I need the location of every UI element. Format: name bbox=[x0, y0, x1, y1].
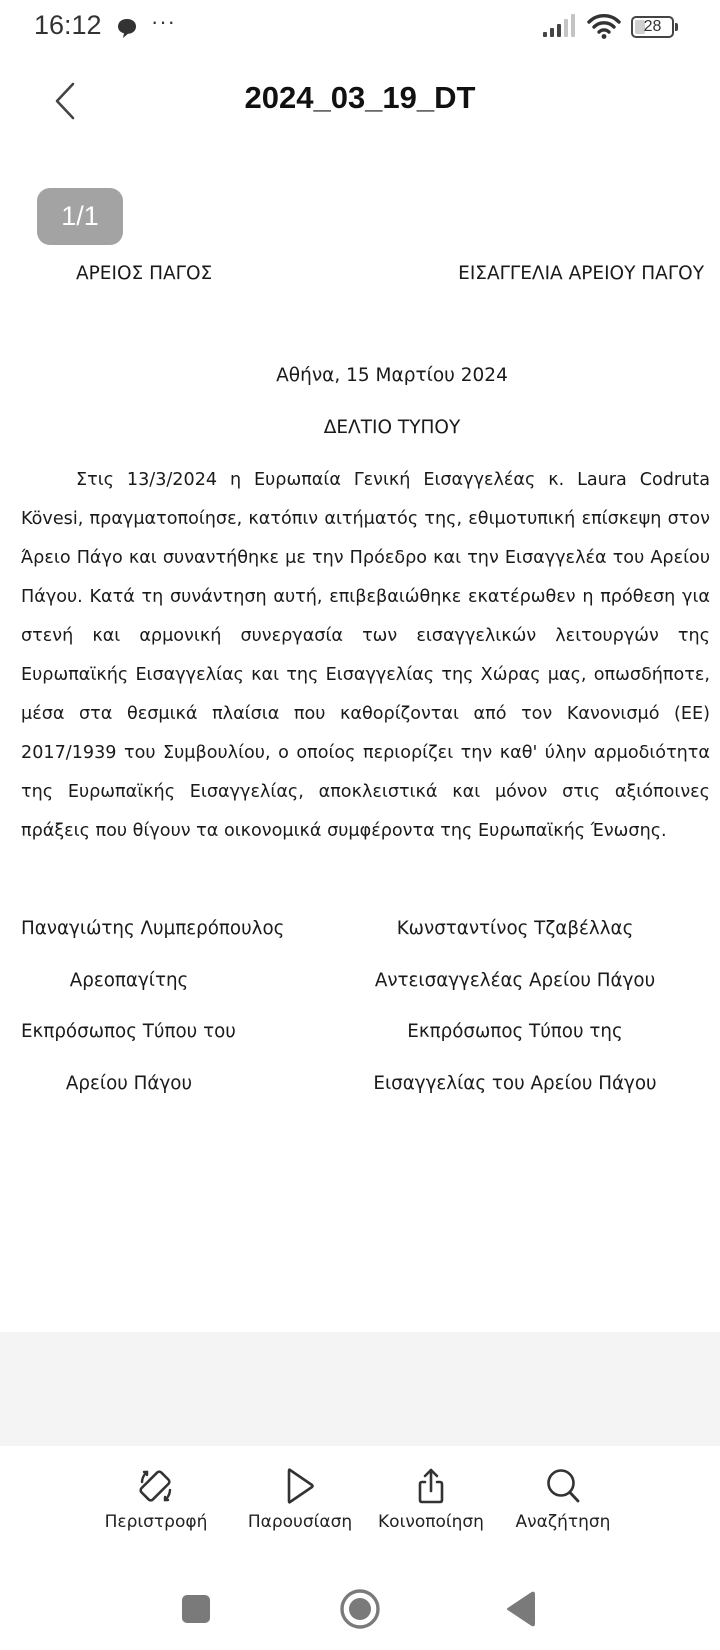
status-time: 16:12 bbox=[34, 10, 102, 40]
present-button[interactable] bbox=[235, 1466, 365, 1556]
battery-icon bbox=[631, 16, 679, 38]
signature-right-org: Εισαγγελίας του Αρείου Πάγου bbox=[373, 1072, 657, 1094]
present-label: Παρουσίαση bbox=[247, 1512, 353, 1532]
home-icon bbox=[330, 1579, 390, 1639]
signature-row bbox=[0, 970, 720, 1022]
recents-icon bbox=[166, 1579, 226, 1639]
battery-tip bbox=[675, 23, 678, 31]
system-nav-bar bbox=[0, 1565, 720, 1650]
doc-date: Αθήνα, 15 Μαρτίου 2024 bbox=[276, 365, 508, 386]
rotate-button[interactable] bbox=[91, 1466, 221, 1556]
signature-row bbox=[0, 918, 720, 970]
doc-type-heading: ΔΕΛΤΙΟ ΤΥΠΟΥ bbox=[323, 417, 461, 438]
signature-left-name: Παναγιώτης Λυμπερόπουλος bbox=[21, 918, 285, 939]
rotate-label: Περιστροφή bbox=[104, 1512, 208, 1532]
viewer-background bbox=[0, 1332, 720, 1446]
signature-left-title: Αρεοπαγίτης bbox=[69, 969, 189, 991]
signature-left-org: Αρείου Πάγου bbox=[65, 1072, 193, 1094]
share-button[interactable] bbox=[366, 1466, 496, 1556]
recents-button[interactable] bbox=[166, 1579, 226, 1639]
signature-left-role: Εκπρόσωπος Τύπου του bbox=[21, 1021, 236, 1042]
signature-block bbox=[0, 918, 720, 1124]
battery-level: 28 bbox=[643, 18, 662, 35]
signature-row bbox=[0, 1021, 720, 1073]
signature-right-title: Αντεισαγγελέας Αρείου Πάγου bbox=[374, 969, 656, 991]
signal-icon bbox=[543, 14, 579, 38]
signature-right-role: Εκπρόσωπος Τύπου της bbox=[407, 1021, 623, 1042]
signature-row bbox=[0, 1073, 720, 1125]
document-title: 2024_03_19_DT bbox=[244, 80, 476, 115]
status-bar bbox=[0, 0, 720, 54]
doc-body-paragraph: Στις 13/3/2024 η Ευρωπαία Γενική Εισαγγελέας κ. Laura Codruta Kövesi, πραγματοποίησε, κατόπιν αιτήματός της, εθιμοτυπική επίσκεψη στον Άρειο Πάγο και συναντήθηκε με την Πρόεδρο και την Εισαγγελέα του Αρείου Πάγου. Κατά τη συνάντηση αυτή, επιβεβαιώθηκε εκατέρωθεν η πρόθεση για στενή και αρμονική συνεργασία των εισαγγελικών λειτουργών της Ευρωπαϊκής Εισαγγελίας και της Εισαγγελίας της Χώρας μας, οπωσδήποτε, μέσα στα θεσμικά πλαίσια που καθορίζονται από τον Κανονισμό (ΕΕ) 2017/1939 του Συμβουλίου, ο οποίος περιορίζει την καθ' ύλην αρμοδιότητα της Ευρωπαϊκής Εισαγγελίας, αποκλειστικά και μόνον στις αξιόποινες πράξεις που θίγουν τα οικονομικά συμφέροντα της Ευρωπαϊκής Ένωσης. bbox=[21, 470, 710, 841]
nav-back-button[interactable] bbox=[494, 1579, 554, 1639]
page-indicator: 1/1 bbox=[37, 188, 123, 245]
doc-header-left: ΑΡΕΙΟΣ ΠΑΓΟΣ bbox=[76, 263, 213, 284]
share-icon bbox=[411, 1466, 451, 1506]
more-icon: ··· bbox=[151, 9, 176, 34]
search-label: Αναζήτηση bbox=[515, 1512, 611, 1532]
share-label: Κοινοποίηση bbox=[378, 1512, 484, 1532]
search-button[interactable] bbox=[498, 1466, 628, 1556]
doc-header-right: ΕΙΣΑΓΓΕΛΙΑ ΑΡΕΙΟΥ ΠΑΓΟΥ bbox=[458, 263, 704, 284]
signature-right-name: Κωνσταντίνος Τζαβέλλας bbox=[396, 918, 634, 939]
back-icon bbox=[494, 1579, 554, 1639]
message-icon bbox=[116, 17, 138, 39]
home-button[interactable] bbox=[330, 1579, 390, 1639]
bottom-toolbar bbox=[0, 1446, 720, 1556]
rotate-icon bbox=[136, 1466, 176, 1506]
search-icon bbox=[543, 1466, 583, 1506]
wifi-icon bbox=[587, 13, 621, 39]
play-icon bbox=[280, 1466, 320, 1506]
